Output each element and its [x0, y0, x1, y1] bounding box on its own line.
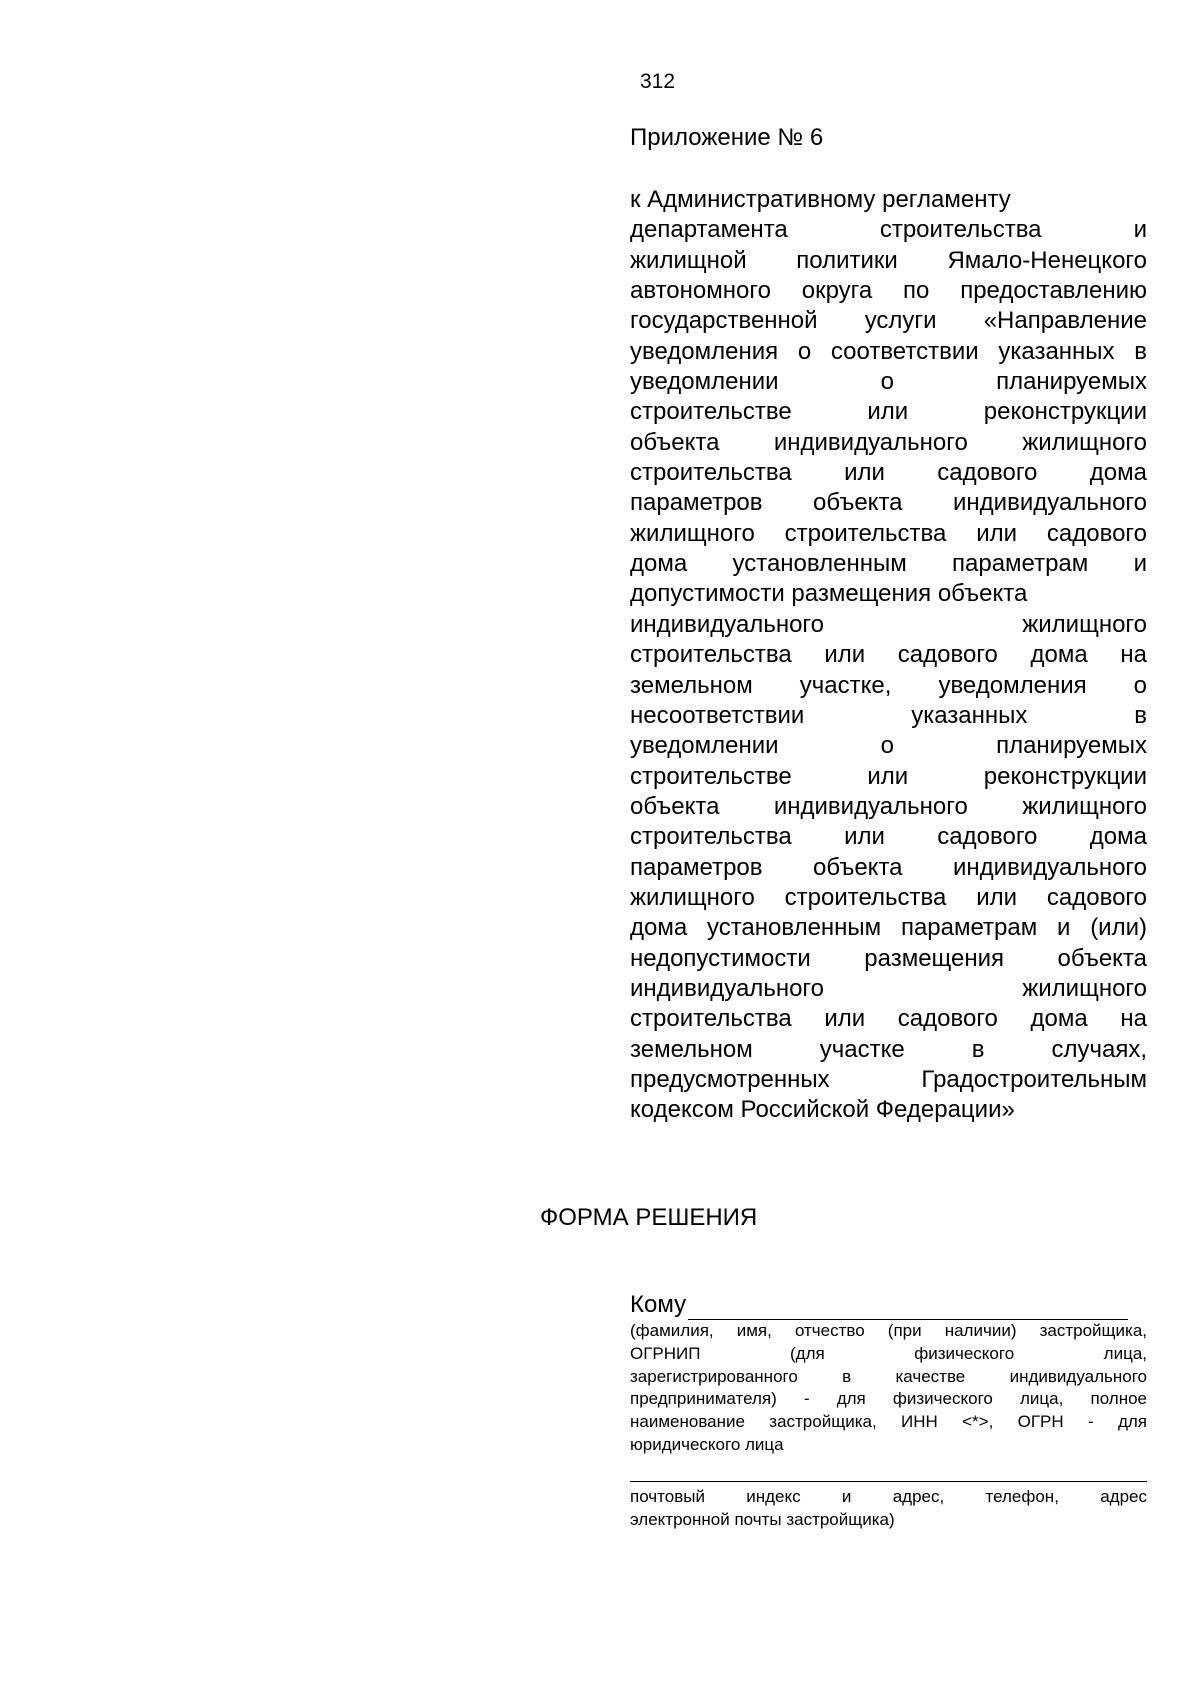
recipient-line: [630, 1290, 1147, 1320]
reglament-line: жилищной политики Ямало-Ненецкого: [630, 246, 1147, 274]
reglament-line: автономного округа по предоставлению: [630, 277, 1147, 305]
reglament-line: департамента строительства и: [630, 216, 1147, 244]
appendix-reglament-text: [630, 185, 1147, 1126]
reglament-line: уведомления о соответствии указанных в: [630, 337, 1147, 365]
address-blank-line: [630, 1481, 1147, 1482]
reglament-line: несоответствии указанных в: [630, 701, 1147, 729]
recipient-hint-line: наименование застройщика, ИНН <*>, ОГРН - для: [630, 1412, 1147, 1432]
recipient-hint-line: зарегистрированного в качестве индивидуального: [630, 1366, 1147, 1386]
reglament-line: объекта индивидуального жилищного: [630, 428, 1147, 456]
to-label: Кому: [630, 1291, 687, 1318]
reglament-line: строительства или садового дома на: [630, 641, 1147, 669]
address-hint-line: почтовый индекс и адрес, телефон, адрес: [630, 1486, 1147, 1506]
reglament-line: дома установленным параметрам и (или): [630, 914, 1147, 942]
reglament-line: жилищного строительства или садового: [630, 519, 1147, 547]
reglament-line: предусмотренных Градостроительным: [630, 1065, 1147, 1093]
address-hint-line: электронной почты застройщика): [630, 1509, 895, 1529]
reglament-line: недопустимости размещения объекта: [630, 944, 1147, 972]
reglament-line: жилищного строительства или садового: [630, 883, 1147, 911]
reglament-line: строительства или садового дома: [630, 459, 1147, 487]
page-number: 312: [640, 70, 676, 93]
reglament-line: индивидуального жилищного: [630, 974, 1147, 1002]
reglament-line: объекта индивидуального жилищного: [630, 792, 1147, 820]
reglament-line: земельном участке, уведомления о: [630, 671, 1147, 699]
reglament-line: параметров объекта индивидуального: [630, 853, 1147, 881]
reglament-line: земельном участке в случаях,: [630, 1035, 1147, 1063]
address-hint: [630, 1486, 1147, 1532]
reglament-line: дома установленным параметрам и: [630, 550, 1147, 578]
reglament-line: строительстве или реконструкции: [630, 762, 1147, 790]
recipient-blank-line: [688, 1295, 1128, 1320]
reglament-line: к Административному регламенту: [630, 186, 1011, 213]
recipient-block: [630, 1290, 1147, 1531]
recipient-hint-line: предпринимателя) - для физического лица, полное: [630, 1389, 1147, 1409]
reglament-line: параметров объекта индивидуального: [630, 489, 1147, 517]
recipient-hint-line: (фамилия, имя, отчество (при наличии) застройщика,: [630, 1321, 1147, 1340]
recipient-hint: [630, 1320, 1147, 1457]
appendix-title: Приложение № 6: [630, 124, 824, 151]
reglament-line: государственной услуги «Направление: [630, 307, 1147, 335]
recipient-hint-line: ОГРНИП (для физического лица,: [630, 1343, 1147, 1363]
form-title: ФОРМА РЕШЕНИЯ: [540, 1204, 758, 1231]
reglament-line: строительства или садового дома: [630, 823, 1147, 851]
reglament-line: уведомлении о планируемых: [630, 368, 1147, 396]
reglament-line: строительства или садового дома на: [630, 1005, 1147, 1033]
reglament-line: уведомлении о планируемых: [630, 732, 1147, 760]
reglament-line: допустимости размещения объекта: [630, 580, 1028, 608]
reglament-line: строительстве или реконструкции: [630, 398, 1147, 426]
recipient-hint-line: юридического лица: [630, 1434, 784, 1454]
reglament-line: кодексом Российской Федерации»: [630, 1096, 1015, 1124]
reglament-line: индивидуального жилищного: [630, 610, 1147, 638]
